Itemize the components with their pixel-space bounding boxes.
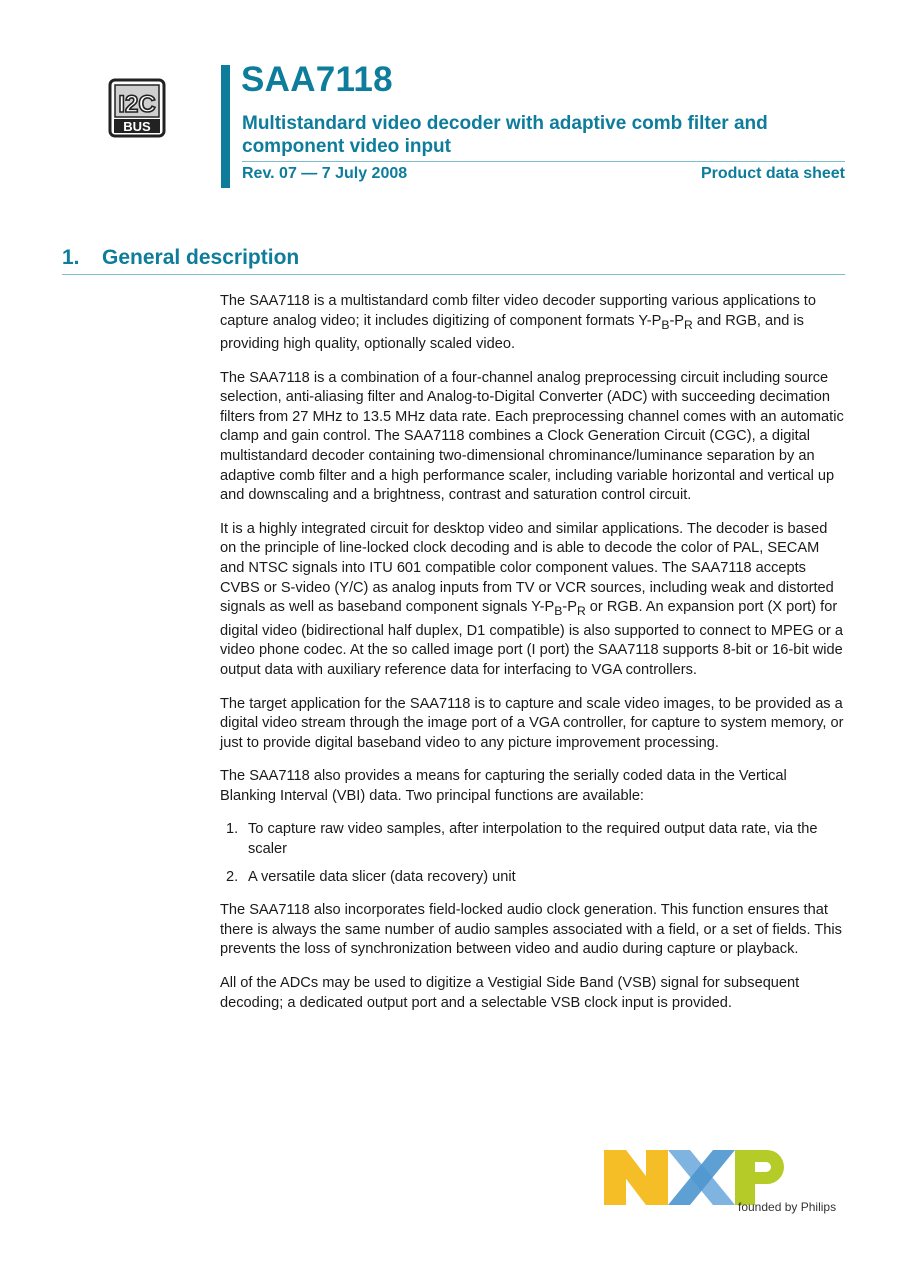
list-item: 1. To capture raw video samples, after interpolation to the required output data rate, via the scaler [226, 821, 818, 858]
paragraph-5: The SAA7118 also provides a means for capturing the serially coded data in the Vertical Blanking Interval (VBI) data. Two principal functions are available: [220, 768, 787, 804]
list-item: 2. A versatile data slicer (data recovery) unit [226, 868, 516, 885]
nxp-tagline: founded by Philips [738, 1200, 837, 1214]
paragraph-1: The SAA7118 is a multistandard comb filter video decoder supporting various applications to capture analog video; it includes digitizing of component formats $Y-P_B-P_R$ and RGB, and is providing high quality, optionally scaled video. [220, 293, 816, 353]
paragraph-2: The SAA7118 is a combination of a four-channel analog preprocessing circuit including source selection, anti-aliasing filter and Analog-to-Digital Converter (ADC) with succeeding decimation filters from 27 MHz to 13.5 MHz data rate. Each preprocessing channel comes with an automatic clamp and gain control. The SAA7118 combines a Clock Generation Circuit (CGC), a digital multistandard decoder containing two-dimensional chrominance/luminance separation by an adaptive comb filter and a high performance scaler, including variable horizontal and vertical up and downscaling and a brightness, contrast and saturation control circuit. [220, 369, 844, 504]
document-title: SAA7118 [241, 60, 393, 99]
section-divider [62, 274, 845, 275]
i2c-bus-logo-icon [108, 78, 166, 138]
general-description-body [220, 292, 845, 1027]
section-number: 1. [62, 246, 80, 269]
document-type: Product data sheet [700, 165, 845, 182]
revision-date: Rev. 07 — 7 July 2008 [242, 165, 408, 182]
paragraph-3: It is a highly integrated circuit for desktop video and similar applications. The decoder is based on the principle of line-locked clock decoding and is able to decode the color of PAL, SECAM and NTSC signals into ITU 601 compatible color component values. The SAA7118 accepts CVBS or S-video (Y/C) as analog inputs from TV or VCR sources, including weak and distorted signals as well as baseband component signals $Y-P_B-P_R$ or RGB. An expansion port (X port) for digital video (bidirectional half duplex, D1 compatible) is also supported to connect to MPEG or a video phone codec. At the so called image port (I port) the SAA7118 supports 8-bit or 16-bit wide output data with auxiliary reference data for interfacing to VGA controllers. [220, 520, 843, 678]
section-title: General description [102, 246, 300, 269]
document-subtitle: Multistandard video decoder with adaptive comb filter and component video input [242, 113, 768, 157]
paragraph-4: The target application for the SAA7118 is to capture and scale video images, to be provided as a digital video stream through the image port of a VGA controller, for capture to system memory, or just to provide digital baseband video to any picture improvement processing. [220, 695, 844, 751]
header-accent-bar [221, 65, 230, 188]
paragraph-7: All of the ADCs may be used to digitize a Vestigial Side Band (VSB) signal for subsequent decoding; a dedicated output port and a selectable VSB clock input is provided. [220, 975, 800, 1011]
header-divider [242, 161, 845, 162]
i2c-logo-bottom-text: BUS [123, 119, 151, 134]
section-heading [62, 246, 299, 270]
functions-list [220, 820, 845, 887]
i2c-logo-top-text: I2C [118, 91, 156, 118]
paragraph-6: The SAA7118 also incorporates field-locked audio clock generation. This function ensures that there is always the same number of audio samples associated with a field, or a set of fields. This prevents the loss of synchronization between video and audio during capture or playback. [220, 902, 842, 958]
